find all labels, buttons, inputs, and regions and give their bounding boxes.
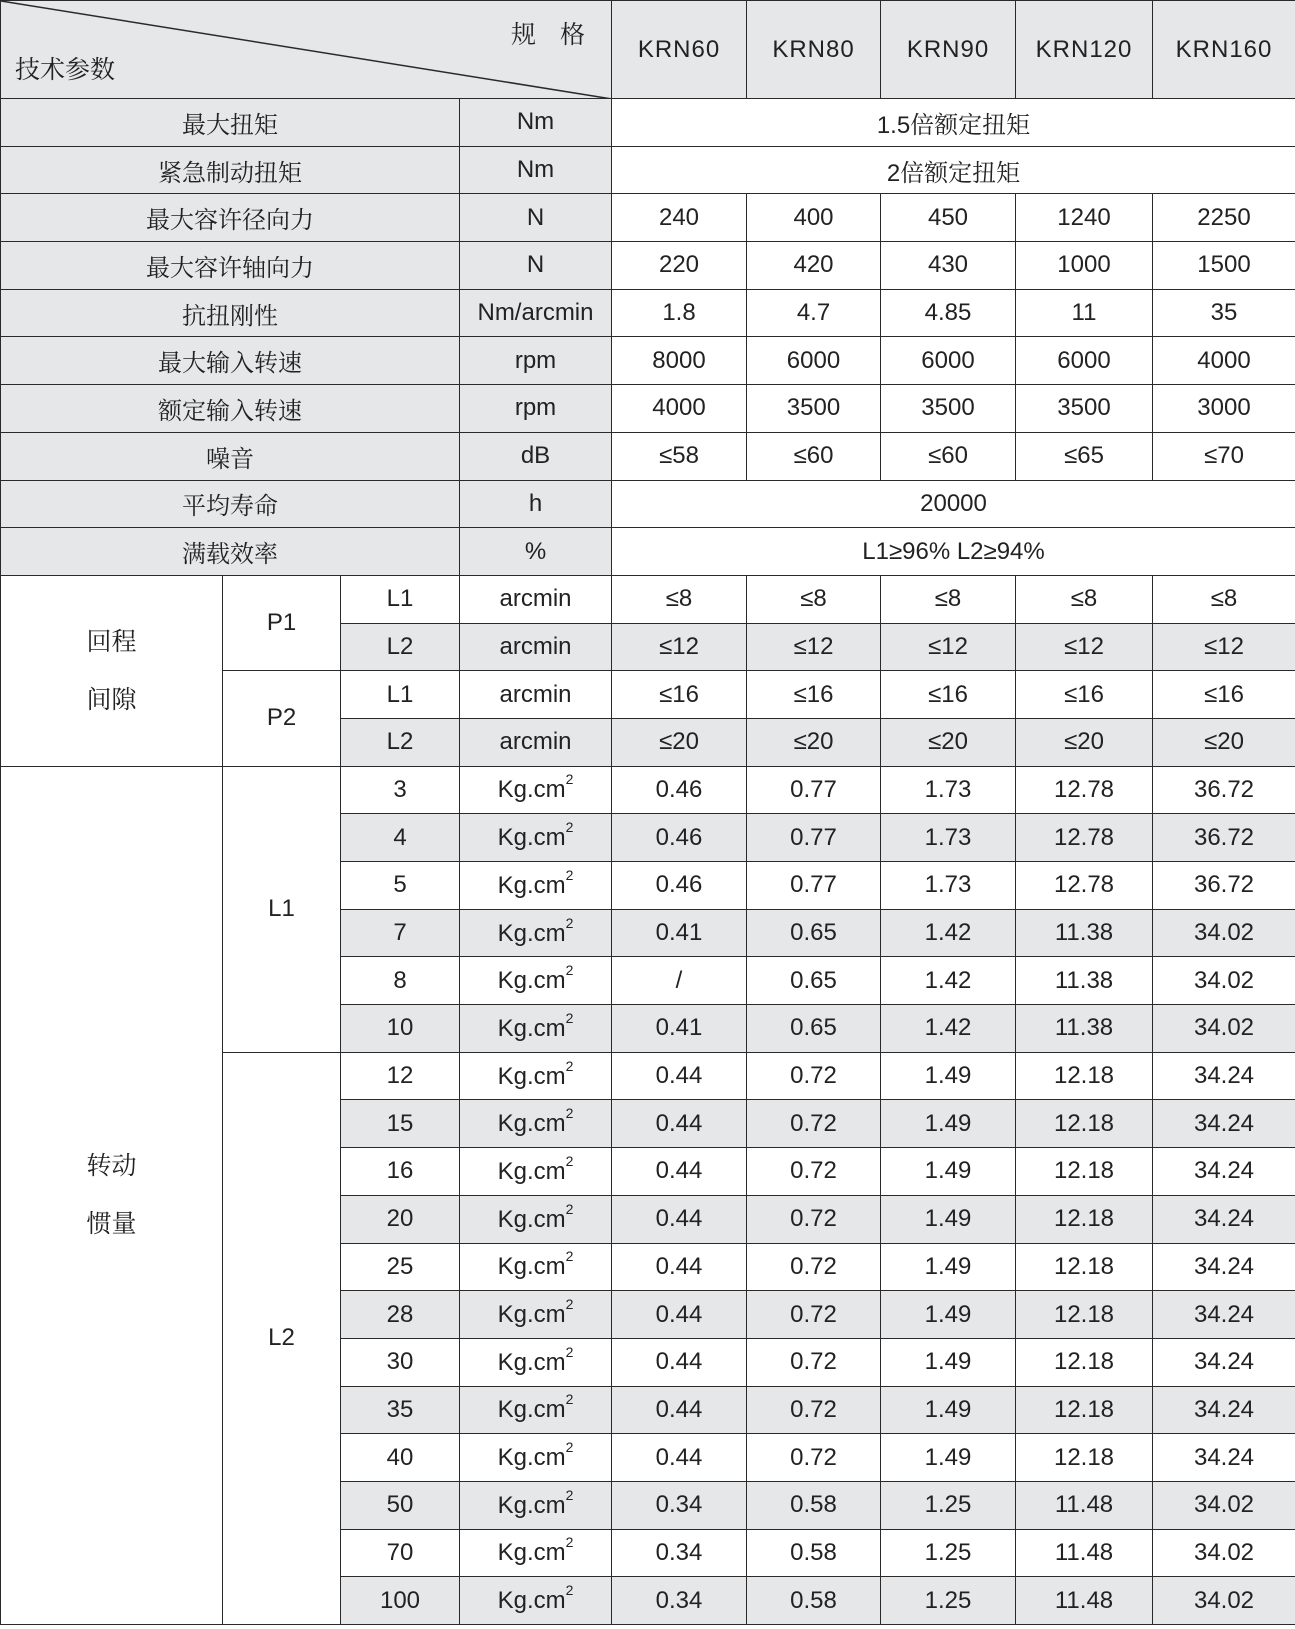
- inertia-value: 34.24: [1153, 1100, 1295, 1148]
- inertia-value: 0.34: [612, 1481, 747, 1529]
- backlash-value: ≤20: [881, 718, 1016, 766]
- inertia-label-line1: 转动: [86, 1151, 137, 1181]
- spec-row: [1, 194, 1295, 242]
- inertia-value: 0.72: [747, 1148, 881, 1196]
- inertia-value: 1.49: [881, 1291, 1016, 1339]
- inertia-value: 11.48: [1016, 1577, 1153, 1625]
- inertia-ratio: 28: [341, 1291, 460, 1339]
- inertia-value: 0.77: [747, 814, 881, 862]
- backlash-row: [1, 575, 1295, 623]
- unit-base: Kg.cm: [497, 1157, 566, 1185]
- model-header: KRN90: [881, 1, 1016, 99]
- unit-sup: 2: [565, 1391, 574, 1408]
- spec-value: 2250: [1153, 194, 1295, 242]
- inertia-value: 1.73: [881, 766, 1016, 814]
- inertia-value: 34.24: [1153, 1434, 1295, 1482]
- inertia-value: 0.58: [747, 1577, 881, 1625]
- unit-sup: 2: [565, 1248, 574, 1265]
- inertia-value: 0.58: [747, 1481, 881, 1529]
- backlash-value: ≤20: [747, 718, 881, 766]
- backlash-value: ≤8: [1153, 575, 1295, 623]
- spec-value: 8000: [612, 337, 747, 385]
- inertia-value: 0.44: [612, 1052, 747, 1100]
- backlash-value: ≤20: [1153, 718, 1295, 766]
- spec-label: 噪音: [1, 432, 460, 480]
- unit-base: Kg.cm: [497, 1253, 566, 1281]
- inertia-unit: [460, 1338, 612, 1386]
- inertia-value: 1.49: [881, 1195, 1016, 1243]
- inertia-ratio: 7: [341, 909, 460, 957]
- inertia-value: 36.72: [1153, 814, 1295, 862]
- inertia-unit: [460, 1481, 612, 1529]
- backlash-stage: L1: [341, 671, 460, 719]
- inertia-stage: L2: [223, 1052, 341, 1624]
- inertia-value: 0.72: [747, 1243, 881, 1291]
- inertia-unit: [460, 862, 612, 910]
- inertia-value: 34.02: [1153, 1529, 1295, 1577]
- backlash-value: ≤16: [747, 671, 881, 719]
- table-body: [1, 1, 1295, 1625]
- spec-value: 3500: [881, 385, 1016, 433]
- inertia-value: 34.24: [1153, 1195, 1295, 1243]
- spec-value: 4.85: [881, 289, 1016, 337]
- inertia-value: 1.73: [881, 862, 1016, 910]
- inertia-value: 34.24: [1153, 1052, 1295, 1100]
- spec-unit: dB: [460, 432, 612, 480]
- spec-value: 11: [1016, 289, 1153, 337]
- inertia-unit: [460, 1434, 612, 1482]
- inertia-value: 1.49: [881, 1434, 1016, 1482]
- spec-value: 240: [612, 194, 747, 242]
- header-corner-cell: [1, 1, 612, 99]
- backlash-value: ≤16: [1153, 671, 1295, 719]
- inertia-value: 0.65: [747, 957, 881, 1005]
- spec-label: 最大输入转速: [1, 337, 460, 385]
- inertia-value: 1.49: [881, 1386, 1016, 1434]
- inertia-value: 34.24: [1153, 1291, 1295, 1339]
- spec-value: 6000: [747, 337, 881, 385]
- spec-row: [1, 385, 1295, 433]
- model-header: KRN120: [1016, 1, 1153, 99]
- inertia-value: 34.02: [1153, 909, 1295, 957]
- spec-value: 4000: [1153, 337, 1295, 385]
- unit-sup: 2: [565, 1486, 574, 1503]
- unit-sup: 2: [565, 1057, 574, 1074]
- inertia-value: 0.72: [747, 1434, 881, 1482]
- inertia-value: 1.42: [881, 1005, 1016, 1053]
- unit-sup: 2: [565, 1343, 574, 1360]
- inertia-value: 1.49: [881, 1148, 1016, 1196]
- inertia-ratio: 8: [341, 957, 460, 1005]
- inertia-row: [1, 766, 1295, 814]
- inertia-value: 34.02: [1153, 1577, 1295, 1625]
- unit-sup: 2: [565, 1105, 574, 1122]
- inertia-value: 12.78: [1016, 766, 1153, 814]
- backlash-value: ≤8: [1016, 575, 1153, 623]
- spec-value: 3500: [1016, 385, 1153, 433]
- inertia-ratio: 70: [341, 1529, 460, 1577]
- spec-unit: Nm/arcmin: [460, 289, 612, 337]
- inertia-value: 34.02: [1153, 957, 1295, 1005]
- inertia-value: 0.44: [612, 1243, 747, 1291]
- inertia-unit: [460, 1291, 612, 1339]
- inertia-unit: [460, 1529, 612, 1577]
- backlash-value: ≤20: [1016, 718, 1153, 766]
- backlash-group: P2: [223, 671, 341, 766]
- spec-label: 最大容许轴向力: [1, 242, 460, 290]
- inertia-value: 1.73: [881, 814, 1016, 862]
- inertia-unit: [460, 814, 612, 862]
- inertia-value: 1.49: [881, 1243, 1016, 1291]
- inertia-unit: [460, 957, 612, 1005]
- inertia-value: 12.18: [1016, 1434, 1153, 1482]
- spec-value: 1.8: [612, 289, 747, 337]
- backlash-value: ≤8: [747, 575, 881, 623]
- inertia-value: 0.34: [612, 1529, 747, 1577]
- inertia-unit: [460, 1005, 612, 1053]
- backlash-value: ≤16: [1016, 671, 1153, 719]
- inertia-value: 34.02: [1153, 1005, 1295, 1053]
- inertia-value: 12.18: [1016, 1195, 1153, 1243]
- unit-base: Kg.cm: [497, 1587, 566, 1615]
- inertia-value: 0.44: [612, 1291, 747, 1339]
- inertia-value: 12.18: [1016, 1052, 1153, 1100]
- inertia-unit: [460, 1100, 612, 1148]
- spec-row: [1, 242, 1295, 290]
- spec-value: 4000: [612, 385, 747, 433]
- inertia-value: 12.18: [1016, 1243, 1153, 1291]
- inertia-value: 0.77: [747, 766, 881, 814]
- unit-base: Kg.cm: [497, 967, 566, 995]
- model-header: KRN60: [612, 1, 747, 99]
- backlash-unit: arcmin: [460, 671, 612, 719]
- spec-unit: h: [460, 480, 612, 528]
- unit-sup: 2: [565, 771, 574, 788]
- inertia-value: 0.72: [747, 1291, 881, 1339]
- inertia-value: 0.65: [747, 909, 881, 957]
- unit-sup: 2: [565, 1439, 574, 1456]
- inertia-label-line2: 惯量: [86, 1209, 137, 1239]
- backlash-stage: L2: [341, 623, 460, 671]
- backlash-value: ≤12: [612, 623, 747, 671]
- backlash-stage: L1: [341, 575, 460, 623]
- backlash-unit: arcmin: [460, 575, 612, 623]
- backlash-label: [1, 575, 223, 766]
- inertia-value: 0.41: [612, 1005, 747, 1053]
- inertia-value: 12.78: [1016, 862, 1153, 910]
- spec-value: 6000: [1016, 337, 1153, 385]
- inertia-ratio: 25: [341, 1243, 460, 1291]
- inertia-value: 0.72: [747, 1052, 881, 1100]
- inertia-unit: [460, 1195, 612, 1243]
- inertia-value: 12.18: [1016, 1148, 1153, 1196]
- inertia-value: 1.25: [881, 1529, 1016, 1577]
- unit-sup: 2: [565, 1582, 574, 1599]
- unit-base: Kg.cm: [497, 1301, 566, 1329]
- inertia-ratio: 40: [341, 1434, 460, 1482]
- unit-sup: 2: [565, 819, 574, 836]
- backlash-unit: arcmin: [460, 718, 612, 766]
- unit-sup: 2: [565, 914, 574, 931]
- spec-value: 1500: [1153, 242, 1295, 290]
- spec-label: 抗扭刚性: [1, 289, 460, 337]
- backlash-unit: arcmin: [460, 623, 612, 671]
- spec-row: [1, 528, 1295, 576]
- inertia-value: 12.18: [1016, 1386, 1153, 1434]
- backlash-value: ≤12: [1153, 623, 1295, 671]
- inertia-value: 0.46: [612, 862, 747, 910]
- inertia-unit: [460, 766, 612, 814]
- inertia-value: 0.44: [612, 1148, 747, 1196]
- spec-value: 6000: [881, 337, 1016, 385]
- spec-value: 430: [881, 242, 1016, 290]
- spec-row: [1, 337, 1295, 385]
- backlash-label-line2: 间隙: [86, 684, 137, 714]
- inertia-value: 0.58: [747, 1529, 881, 1577]
- spec-label: 最大容许径向力: [1, 194, 460, 242]
- inertia-value: 0.34: [612, 1577, 747, 1625]
- inertia-value: 34.24: [1153, 1243, 1295, 1291]
- param-label: 技术参数: [15, 55, 116, 84]
- inertia-unit: [460, 1148, 612, 1196]
- inertia-value: 36.72: [1153, 862, 1295, 910]
- inertia-value: 0.72: [747, 1100, 881, 1148]
- inertia-value: 11.38: [1016, 957, 1153, 1005]
- backlash-value: ≤16: [881, 671, 1016, 719]
- spec-value: 1240: [1016, 194, 1153, 242]
- inertia-value: 11.38: [1016, 909, 1153, 957]
- inertia-value: 1.25: [881, 1577, 1016, 1625]
- spec-label: 规 格: [511, 20, 593, 49]
- inertia-stage: L1: [223, 766, 341, 1052]
- inertia-ratio: 16: [341, 1148, 460, 1196]
- inertia-value: 11.38: [1016, 1005, 1153, 1053]
- spec-unit: rpm: [460, 337, 612, 385]
- unit-base: Kg.cm: [497, 1014, 566, 1042]
- spec-row: [1, 146, 1295, 194]
- inertia-value: 36.72: [1153, 766, 1295, 814]
- inertia-value: 0.72: [747, 1195, 881, 1243]
- backlash-value: ≤12: [747, 623, 881, 671]
- spec-value: ≤60: [747, 432, 881, 480]
- header-row: [1, 1, 1295, 99]
- inertia-value: 0.41: [612, 909, 747, 957]
- spec-value: ≤65: [1016, 432, 1153, 480]
- spec-value: ≤58: [612, 432, 747, 480]
- spec-merged-value: 2倍额定扭矩: [612, 146, 1295, 194]
- spec-value: ≤60: [881, 432, 1016, 480]
- unit-sup: 2: [565, 1009, 574, 1026]
- inertia-value: 0.72: [747, 1386, 881, 1434]
- inertia-value: 0.44: [612, 1434, 747, 1482]
- inertia-ratio: 12: [341, 1052, 460, 1100]
- inertia-ratio: 35: [341, 1386, 460, 1434]
- backlash-value: ≤12: [881, 623, 1016, 671]
- inertia-value: 1.49: [881, 1052, 1016, 1100]
- inertia-value: 11.48: [1016, 1529, 1153, 1577]
- backlash-value: ≤12: [1016, 623, 1153, 671]
- backlash-value: ≤8: [612, 575, 747, 623]
- inertia-value: 34.24: [1153, 1386, 1295, 1434]
- inertia-value: 0.44: [612, 1100, 747, 1148]
- inertia-value: 34.24: [1153, 1338, 1295, 1386]
- spec-value: 450: [881, 194, 1016, 242]
- spec-value: 220: [612, 242, 747, 290]
- unit-base: Kg.cm: [497, 919, 566, 947]
- unit-base: Kg.cm: [497, 1110, 566, 1138]
- inertia-ratio: 20: [341, 1195, 460, 1243]
- inertia-unit: [460, 1386, 612, 1434]
- inertia-value: 1.25: [881, 1481, 1016, 1529]
- inertia-value: 34.24: [1153, 1148, 1295, 1196]
- inertia-value: 1.42: [881, 909, 1016, 957]
- spec-value: ≤70: [1153, 432, 1295, 480]
- unit-sup: 2: [565, 1296, 574, 1313]
- inertia-ratio: 5: [341, 862, 460, 910]
- spec-value: 4.7: [747, 289, 881, 337]
- inertia-ratio: 50: [341, 1481, 460, 1529]
- inertia-label: [1, 766, 223, 1624]
- inertia-value: 0.46: [612, 766, 747, 814]
- spec-value: 35: [1153, 289, 1295, 337]
- inertia-value: 12.18: [1016, 1291, 1153, 1339]
- inertia-value: 12.78: [1016, 814, 1153, 862]
- unit-sup: 2: [565, 1200, 574, 1217]
- unit-base: Kg.cm: [497, 1348, 566, 1376]
- inertia-value: 0.44: [612, 1338, 747, 1386]
- spec-unit: N: [460, 194, 612, 242]
- backlash-label-line1: 回程: [86, 626, 137, 656]
- backlash-value: ≤16: [612, 671, 747, 719]
- spec-label: 平均寿命: [1, 480, 460, 528]
- inertia-ratio: 100: [341, 1577, 460, 1625]
- spec-merged-value: 20000: [612, 480, 1295, 528]
- inertia-ratio: 10: [341, 1005, 460, 1053]
- spec-value: 3500: [747, 385, 881, 433]
- spec-unit: Nm: [460, 99, 612, 147]
- inertia-unit: [460, 1577, 612, 1625]
- inertia-unit: [460, 1052, 612, 1100]
- inertia-value: 0.44: [612, 1195, 747, 1243]
- spec-value: 3000: [1153, 385, 1295, 433]
- model-header: KRN80: [747, 1, 881, 99]
- spec-merged-value: L1≥96% L2≥94%: [612, 528, 1295, 576]
- spec-value: 420: [747, 242, 881, 290]
- backlash-group: P1: [223, 575, 341, 670]
- spec-label: 满载效率: [1, 528, 460, 576]
- spec-label: 最大扭矩: [1, 99, 460, 147]
- unit-base: Kg.cm: [497, 1444, 566, 1472]
- inertia-ratio: 4: [341, 814, 460, 862]
- unit-base: Kg.cm: [497, 871, 566, 899]
- unit-base: Kg.cm: [497, 1396, 566, 1424]
- spec-unit: %: [460, 528, 612, 576]
- unit-base: Kg.cm: [497, 1539, 566, 1567]
- inertia-ratio: 15: [341, 1100, 460, 1148]
- spec-unit: N: [460, 242, 612, 290]
- spec-unit: Nm: [460, 146, 612, 194]
- spec-label: 额定输入转速: [1, 385, 460, 433]
- inertia-value: 34.02: [1153, 1481, 1295, 1529]
- inertia-value: 1.42: [881, 957, 1016, 1005]
- spec-value: 1000: [1016, 242, 1153, 290]
- unit-base: Kg.cm: [497, 1062, 566, 1090]
- spec-value: 400: [747, 194, 881, 242]
- inertia-ratio: 30: [341, 1338, 460, 1386]
- inertia-value: 0.77: [747, 862, 881, 910]
- unit-sup: 2: [565, 1152, 574, 1169]
- unit-sup: 2: [565, 866, 574, 883]
- unit-sup: 2: [565, 962, 574, 979]
- unit-base: Kg.cm: [497, 1491, 566, 1519]
- spec-unit: rpm: [460, 385, 612, 433]
- spec-label: 紧急制动扭矩: [1, 146, 460, 194]
- spec-row: [1, 432, 1295, 480]
- inertia-value: 12.18: [1016, 1338, 1153, 1386]
- inertia-unit: [460, 1243, 612, 1291]
- inertia-value: 0.46: [612, 814, 747, 862]
- inertia-ratio: 3: [341, 766, 460, 814]
- unit-base: Kg.cm: [497, 824, 566, 852]
- spec-row: [1, 289, 1295, 337]
- spec-merged-value: 1.5倍额定扭矩: [612, 99, 1295, 147]
- inertia-value: 11.48: [1016, 1481, 1153, 1529]
- inertia-value: 0.72: [747, 1338, 881, 1386]
- unit-base: Kg.cm: [497, 776, 566, 804]
- model-header: KRN160: [1153, 1, 1295, 99]
- backlash-stage: L2: [341, 718, 460, 766]
- unit-sup: 2: [565, 1534, 574, 1551]
- spec-row: [1, 99, 1295, 147]
- inertia-unit: [460, 909, 612, 957]
- inertia-value: 0.65: [747, 1005, 881, 1053]
- inertia-value: 1.49: [881, 1338, 1016, 1386]
- inertia-value: 1.49: [881, 1100, 1016, 1148]
- inertia-value: 0.44: [612, 1386, 747, 1434]
- inertia-value: /: [612, 957, 747, 1005]
- backlash-value: ≤8: [881, 575, 1016, 623]
- unit-base: Kg.cm: [497, 1205, 566, 1233]
- inertia-value: 12.18: [1016, 1100, 1153, 1148]
- backlash-value: ≤20: [612, 718, 747, 766]
- spec-row: [1, 480, 1295, 528]
